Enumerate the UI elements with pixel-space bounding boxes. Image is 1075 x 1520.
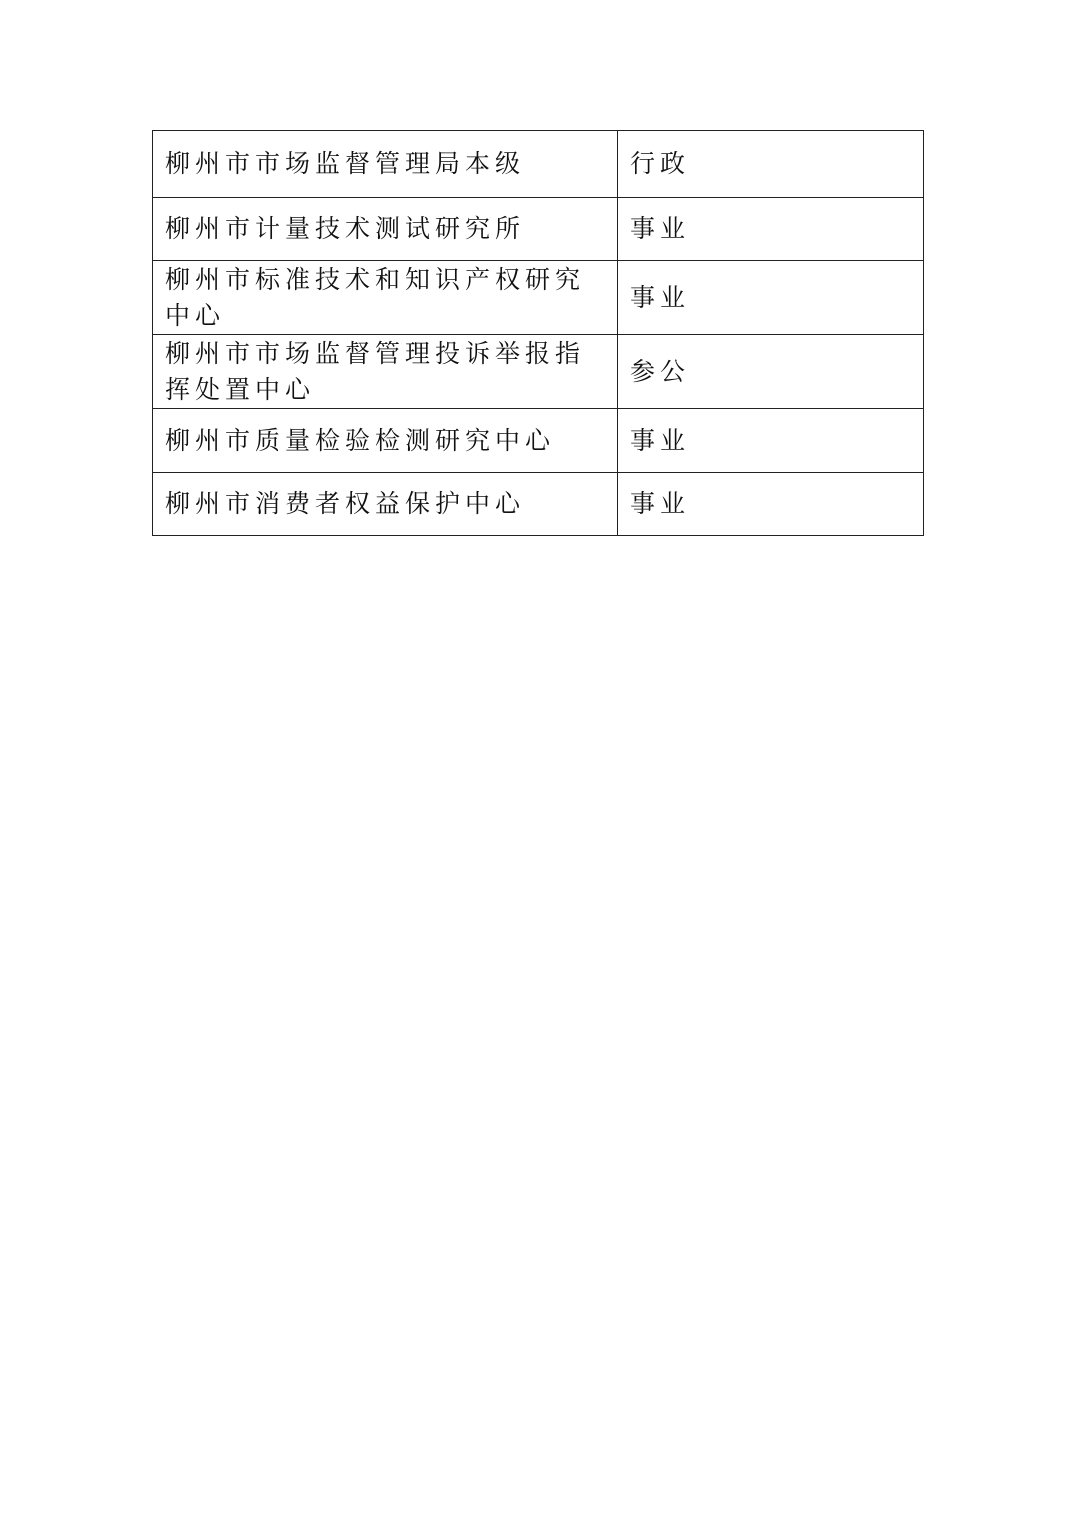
unit-name-cell: 柳州市计量技术测试研究所 bbox=[153, 198, 618, 261]
table-row bbox=[153, 131, 924, 198]
unit-type-cell: 事业 bbox=[618, 198, 924, 261]
unit-type-cell: 事业 bbox=[618, 409, 924, 473]
table-row bbox=[153, 261, 924, 335]
table-row bbox=[153, 335, 924, 409]
unit-type-cell: 行政 bbox=[618, 131, 924, 198]
unit-name-cell: 柳州市标准技术和知识产权研究中心 bbox=[153, 261, 618, 335]
unit-type-cell: 事业 bbox=[618, 261, 924, 335]
table-row bbox=[153, 198, 924, 261]
unit-name-cell: 柳州市质量检验检测研究中心 bbox=[153, 409, 618, 473]
unit-name-cell: 柳州市市场监督管理局本级 bbox=[153, 131, 618, 198]
unit-type-cell: 参公 bbox=[618, 335, 924, 409]
unit-name-cell: 柳州市消费者权益保护中心 bbox=[153, 473, 618, 536]
unit-name-cell: 柳州市市场监督管理投诉举报指挥处置中心 bbox=[153, 335, 618, 409]
table-row bbox=[153, 409, 924, 473]
table-row bbox=[153, 473, 924, 536]
unit-type-cell: 事业 bbox=[618, 473, 924, 536]
org-unit-table bbox=[152, 130, 924, 536]
